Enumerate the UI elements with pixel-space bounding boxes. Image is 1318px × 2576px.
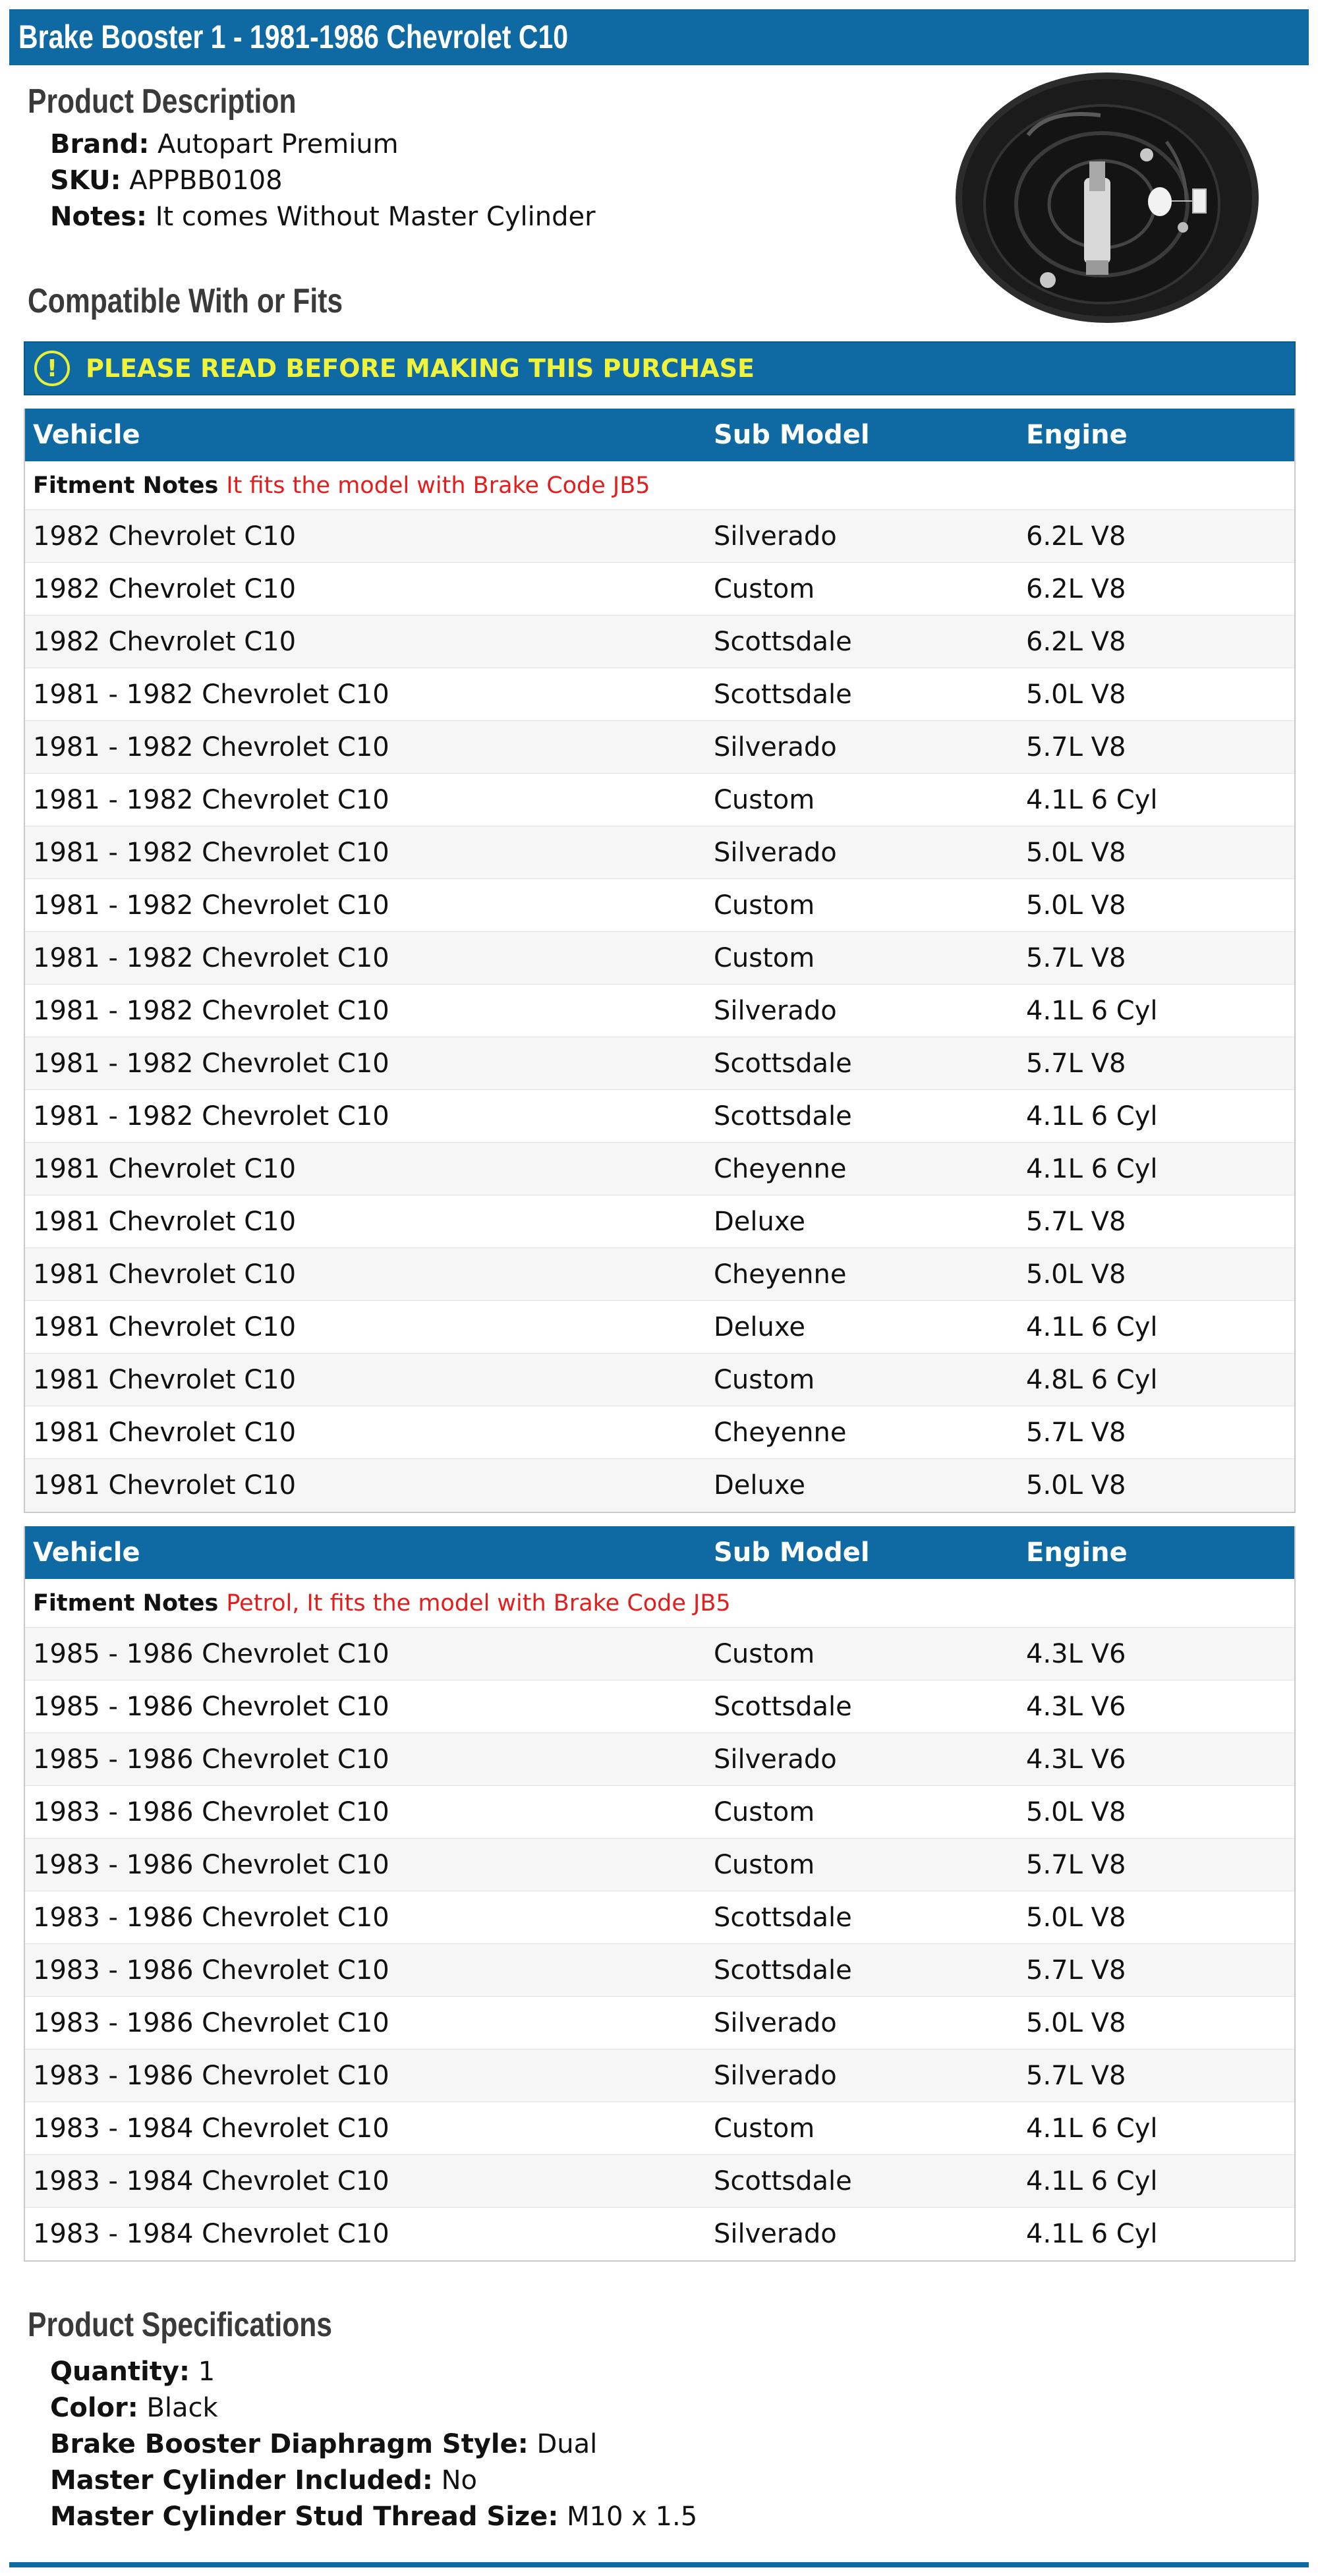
- notice-text: PLEASE READ BEFORE MAKING THIS PURCHASE: [86, 354, 755, 383]
- table-row: [25, 1997, 1294, 2049]
- sku-value: APPBB0108: [129, 165, 283, 196]
- table-header: [25, 1526, 1294, 1579]
- engine-cell: 5.0L V8: [1026, 1796, 1126, 1827]
- sub-model-cell: Silverado: [714, 2007, 837, 2038]
- sub-model-cell: Custom: [714, 1796, 815, 1827]
- fitment-notes-label: Fitment Notes: [33, 1589, 219, 1617]
- spec-label: Color:: [50, 2393, 138, 2423]
- vehicle-cell: 1983 - 1986 Chevrolet C10: [33, 1796, 389, 1827]
- engine-cell: 4.1L 6 Cyl: [1026, 995, 1158, 1026]
- spec-line: [50, 2465, 477, 2496]
- engine-cell: 5.0L V8: [1026, 2007, 1126, 2038]
- engine-cell: 5.7L V8: [1026, 1206, 1126, 1237]
- engine-cell: 5.7L V8: [1026, 2060, 1126, 2091]
- vehicle-cell: 1983 - 1984 Chevrolet C10: [33, 2113, 389, 2144]
- sub-model-cell: Scottsdale: [714, 2165, 852, 2196]
- sub-model-cell: Cheyenne: [714, 1153, 847, 1184]
- sub-model-cell: Scottsdale: [714, 1101, 852, 1131]
- table-row: [25, 1891, 1294, 1944]
- sub-model-cell: Scottsdale: [714, 1691, 852, 1722]
- sku-label: SKU:: [50, 165, 121, 196]
- engine-cell: 6.2L V8: [1026, 521, 1126, 552]
- vehicle-cell: 1985 - 1986 Chevrolet C10: [33, 1638, 389, 1669]
- table-row: [25, 2155, 1294, 2208]
- bottom-divider: [9, 2562, 1309, 2567]
- table-row: [25, 774, 1294, 826]
- engine-cell: 4.1L 6 Cyl: [1026, 2113, 1158, 2144]
- vehicle-cell: 1983 - 1986 Chevrolet C10: [33, 1902, 389, 1933]
- sub-model-cell: Silverado: [714, 995, 837, 1026]
- fitment-table-1: [24, 409, 1296, 1513]
- sub-model-cell: Silverado: [714, 837, 837, 868]
- sub-model-cell: Scottsdale: [714, 1902, 852, 1933]
- engine-cell: 4.1L 6 Cyl: [1026, 1153, 1158, 1184]
- page-title-bar: [9, 9, 1309, 65]
- table-row: [25, 1786, 1294, 1839]
- spec-label: Master Cylinder Stud Thread Size:: [50, 2502, 559, 2532]
- table-row: [25, 1839, 1294, 1891]
- spec-value: Dual: [536, 2429, 598, 2459]
- column-sub-model: Sub Model: [714, 1537, 870, 1568]
- engine-cell: 4.3L V6: [1026, 1744, 1126, 1775]
- fitment-notes-text: Petrol, It fits the model with Brake Code JB5: [226, 1589, 731, 1617]
- fitment-notes: [25, 461, 1294, 510]
- spec-value: M10 x 1.5: [567, 2502, 698, 2532]
- vehicle-cell: 1981 Chevrolet C10: [33, 1259, 297, 1290]
- engine-cell: 5.7L V8: [1026, 942, 1126, 973]
- engine-cell: 5.0L V8: [1026, 1902, 1126, 1933]
- product-description-heading: Product Description: [28, 82, 297, 121]
- table-row: [25, 563, 1294, 615]
- notes-label: Notes:: [50, 202, 148, 232]
- column-engine: Engine: [1026, 1537, 1128, 1568]
- column-sub-model: Sub Model: [714, 420, 870, 450]
- vehicle-cell: 1982 Chevrolet C10: [33, 626, 297, 657]
- spec-label: Brake Booster Diaphragm Style:: [50, 2429, 529, 2459]
- spec-line: [50, 2429, 597, 2459]
- brake-booster-image: [949, 63, 1265, 336]
- engine-cell: 5.0L V8: [1026, 837, 1126, 868]
- table-row: [25, 1944, 1294, 1997]
- notes-line: [50, 202, 596, 232]
- engine-cell: 5.7L V8: [1026, 731, 1126, 762]
- exclamation-circle-icon: !: [34, 351, 70, 386]
- vehicle-cell: 1981 - 1982 Chevrolet C10: [33, 942, 389, 973]
- sub-model-cell: Scottsdale: [714, 1048, 852, 1079]
- sub-model-cell: Scottsdale: [714, 1955, 852, 1986]
- engine-cell: 6.2L V8: [1026, 626, 1126, 657]
- page-title: Brake Booster 1 - 1981-1986 Chevrolet C10: [18, 18, 569, 55]
- engine-cell: 4.1L 6 Cyl: [1026, 1311, 1158, 1342]
- engine-cell: 5.0L V8: [1026, 679, 1126, 710]
- table-row: [25, 1090, 1294, 1143]
- table-row: [25, 2102, 1294, 2155]
- vehicle-cell: 1981 - 1982 Chevrolet C10: [33, 995, 389, 1026]
- sub-model-cell: Deluxe: [714, 1206, 805, 1237]
- table-row: [25, 932, 1294, 985]
- table-row: [25, 1195, 1294, 1248]
- table-row: [25, 2049, 1294, 2102]
- column-vehicle: Vehicle: [33, 420, 140, 450]
- sub-model-cell: Custom: [714, 890, 815, 921]
- vehicle-cell: 1983 - 1986 Chevrolet C10: [33, 1955, 389, 1986]
- table-row: [25, 1459, 1294, 1512]
- engine-cell: 4.3L V6: [1026, 1691, 1126, 1722]
- table-row: [25, 1733, 1294, 1786]
- table-row: [25, 721, 1294, 774]
- spec-value: No: [441, 2465, 478, 2496]
- vehicle-cell: 1981 Chevrolet C10: [33, 1206, 297, 1237]
- sub-model-cell: Silverado: [714, 1744, 837, 1775]
- table-row: [25, 879, 1294, 932]
- engine-cell: 5.7L V8: [1026, 1048, 1126, 1079]
- column-vehicle: Vehicle: [33, 1537, 140, 1568]
- sub-model-cell: Custom: [714, 942, 815, 973]
- sub-model-cell: Scottsdale: [714, 626, 852, 657]
- engine-cell: 4.1L 6 Cyl: [1026, 1101, 1158, 1131]
- sub-model-cell: Silverado: [714, 2060, 837, 2091]
- vehicle-cell: 1985 - 1986 Chevrolet C10: [33, 1691, 389, 1722]
- sub-model-cell: Silverado: [714, 521, 837, 552]
- fitment-notes-label: Fitment Notes: [33, 472, 219, 499]
- table-row: [25, 1037, 1294, 1090]
- sub-model-cell: Custom: [714, 1364, 815, 1395]
- table-row: [25, 1248, 1294, 1301]
- vehicle-cell: 1983 - 1986 Chevrolet C10: [33, 2060, 389, 2091]
- spec-line: [50, 2357, 215, 2387]
- table-row: [25, 668, 1294, 721]
- vehicle-cell: 1981 - 1982 Chevrolet C10: [33, 679, 389, 710]
- engine-cell: 5.0L V8: [1026, 1259, 1126, 1290]
- vehicle-cell: 1983 - 1986 Chevrolet C10: [33, 2007, 389, 2038]
- engine-cell: 4.3L V6: [1026, 1638, 1126, 1669]
- sub-model-cell: Custom: [714, 573, 815, 604]
- engine-cell: 5.7L V8: [1026, 1849, 1126, 1880]
- engine-cell: 5.0L V8: [1026, 1470, 1126, 1501]
- fitment-notes: [25, 1579, 1294, 1628]
- vehicle-cell: 1983 - 1986 Chevrolet C10: [33, 1849, 389, 1880]
- spec-value: Black: [146, 2393, 218, 2423]
- fitment-table-2: [24, 1526, 1296, 2262]
- vehicle-cell: 1983 - 1984 Chevrolet C10: [33, 2219, 389, 2249]
- table-row: [25, 1628, 1294, 1680]
- fitment-notes-text: It fits the model with Brake Code JB5: [226, 472, 650, 499]
- vehicle-cell: 1983 - 1984 Chevrolet C10: [33, 2165, 389, 2196]
- vehicle-cell: 1982 Chevrolet C10: [33, 573, 297, 604]
- purchase-notice: [24, 341, 1296, 395]
- table-row: [25, 1680, 1294, 1733]
- sub-model-cell: Cheyenne: [714, 1417, 847, 1448]
- engine-cell: 5.7L V8: [1026, 1417, 1126, 1448]
- spec-label: Master Cylinder Included:: [50, 2465, 433, 2496]
- spec-label: Quantity:: [50, 2357, 190, 2387]
- vehicle-cell: 1981 - 1982 Chevrolet C10: [33, 890, 389, 921]
- engine-cell: 5.0L V8: [1026, 890, 1126, 921]
- vehicle-cell: 1981 - 1982 Chevrolet C10: [33, 837, 389, 868]
- table-row: [25, 826, 1294, 879]
- product-specifications-heading: Product Specifications: [28, 2306, 333, 2344]
- table-row: [25, 1143, 1294, 1195]
- engine-cell: 4.1L 6 Cyl: [1026, 784, 1158, 815]
- column-engine: Engine: [1026, 420, 1128, 450]
- spec-line: [50, 2502, 697, 2532]
- vehicle-cell: 1981 - 1982 Chevrolet C10: [33, 784, 389, 815]
- vehicle-cell: 1981 Chevrolet C10: [33, 1153, 297, 1184]
- spec-value: 1: [198, 2357, 215, 2387]
- notes-value: It comes Without Master Cylinder: [155, 202, 596, 232]
- table-row: [25, 1354, 1294, 1406]
- sub-model-cell: Deluxe: [714, 1311, 805, 1342]
- engine-cell: 4.1L 6 Cyl: [1026, 2165, 1158, 2196]
- brand-label: Brand:: [50, 129, 150, 159]
- sub-model-cell: Custom: [714, 1849, 815, 1880]
- vehicle-cell: 1981 Chevrolet C10: [33, 1364, 297, 1395]
- table-body: [25, 1628, 1294, 2260]
- brand-line: [50, 129, 399, 159]
- vehicle-cell: 1981 Chevrolet C10: [33, 1470, 297, 1501]
- sub-model-cell: Silverado: [714, 2219, 837, 2249]
- vehicle-cell: 1981 - 1982 Chevrolet C10: [33, 731, 389, 762]
- table-row: [25, 985, 1294, 1037]
- table-row: [25, 2208, 1294, 2260]
- vehicle-cell: 1981 Chevrolet C10: [33, 1417, 297, 1448]
- vehicle-cell: 1982 Chevrolet C10: [33, 521, 297, 552]
- sub-model-cell: Custom: [714, 2113, 815, 2144]
- brand-value: Autopart Premium: [158, 129, 399, 159]
- table-row: [25, 1406, 1294, 1459]
- sub-model-cell: Custom: [714, 1638, 815, 1669]
- spec-line: [50, 2393, 218, 2423]
- engine-cell: 4.1L 6 Cyl: [1026, 2219, 1158, 2249]
- engine-cell: 5.7L V8: [1026, 1955, 1126, 1986]
- sub-model-cell: Deluxe: [714, 1470, 805, 1501]
- sub-model-cell: Scottsdale: [714, 679, 852, 710]
- sku-line: [50, 165, 283, 196]
- sub-model-cell: Cheyenne: [714, 1259, 847, 1290]
- vehicle-cell: 1985 - 1986 Chevrolet C10: [33, 1744, 389, 1775]
- sub-model-cell: Custom: [714, 784, 815, 815]
- table-header: [25, 409, 1294, 461]
- engine-cell: 6.2L V8: [1026, 573, 1126, 604]
- table-row: [25, 1301, 1294, 1354]
- engine-cell: 4.8L 6 Cyl: [1026, 1364, 1158, 1395]
- table-body: [25, 510, 1294, 1512]
- compatible-heading: Compatible With or Fits: [28, 282, 343, 320]
- sub-model-cell: Silverado: [714, 731, 837, 762]
- table-row: [25, 615, 1294, 668]
- vehicle-cell: 1981 - 1982 Chevrolet C10: [33, 1048, 389, 1079]
- table-row: [25, 510, 1294, 563]
- vehicle-cell: 1981 - 1982 Chevrolet C10: [33, 1101, 389, 1131]
- vehicle-cell: 1981 Chevrolet C10: [33, 1311, 297, 1342]
